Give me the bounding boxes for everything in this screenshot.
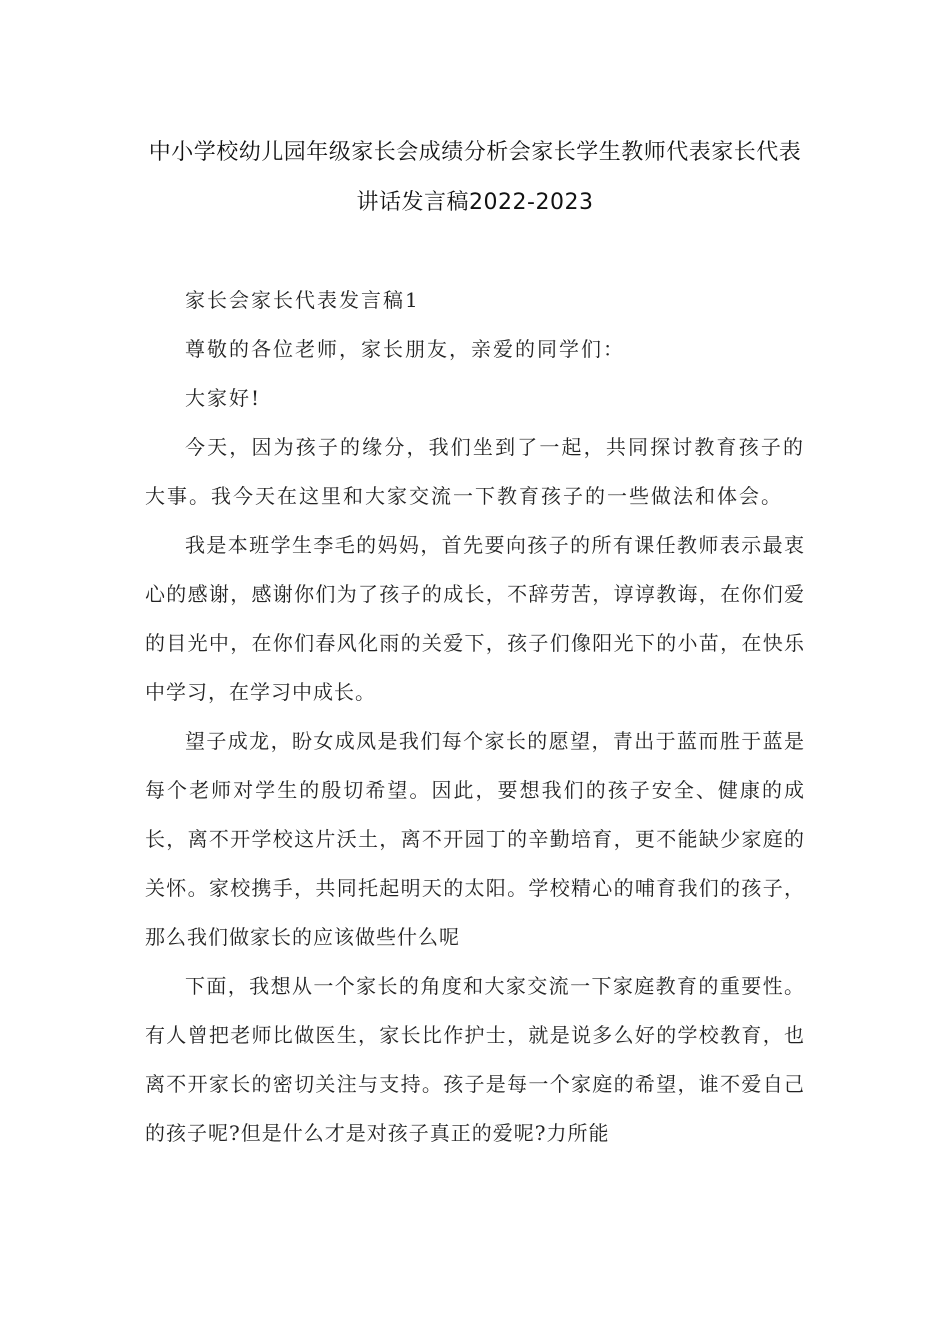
paragraph: 下面，我想从一个家长的角度和大家交流一下家庭教育的重要性。有人曾把老师比做医生，家长比作护士，就是说多么好的学校教育，也离不开家长的密切关注与支持。孩子是每一个家庭的希望，谁不爱自己的孩子呢?但是什么才是对孩子真正的爱呢?力所能: [145, 974, 805, 1145]
paragraph: 今天，因为孩子的缘分，我们坐到了一起，共同探讨教育孩子的大事。我今天在这里和大家交流一下教育孩子的一些做法和体会。: [145, 435, 805, 508]
title-line-2: 讲话发言稿2022-2023: [356, 190, 594, 215]
paragraph: 望子成龙，盼女成凤是我们每个家长的愿望，青出于蓝而胜于蓝是每个老师对学生的殷切希望。因此，要想我们的孩子安全、健康的成长，离不开学校这片沃土，离不开园丁的辛勤培育，更不能缺少家庭的关怀。家校携手，共同托起明天的太阳。学校精心的哺育我们的孩子，那么我们做家长的应该做些什么呢: [145, 729, 805, 949]
document-title: [140, 128, 810, 228]
document-body: [145, 276, 805, 1158]
section-heading: 家长会家长代表发言稿1: [185, 288, 420, 312]
paragraph: 我是本班学生李毛的妈妈，首先要向孩子的所有课任教师表示最衷心的感谢，感谢你们为了孩子的成长，不辞劳苦，谆谆教诲，在你们爱的目光中，在你们春风化雨的关爱下，孩子们像阳光下的小苗，在快乐中学习，在学习中成长。: [145, 533, 805, 704]
title-line-1: 中小学校幼儿园年级家长会成绩分析会家长学生教师代表家长代表: [148, 140, 802, 165]
greeting: 大家好!: [185, 386, 262, 410]
salutation: 尊敬的各位老师，家长朋友，亲爱的同学们：: [185, 337, 625, 361]
